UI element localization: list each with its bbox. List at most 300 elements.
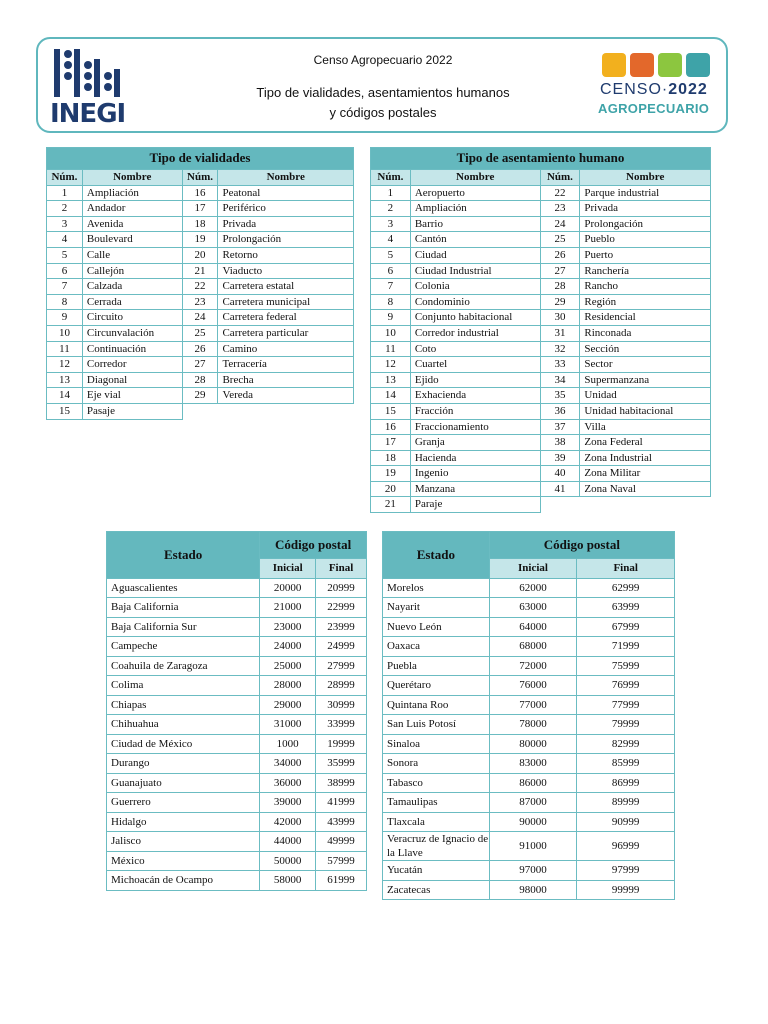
cp-final: 22999 <box>316 598 367 618</box>
row-name: Zona Industrial <box>580 450 711 466</box>
censo-logo <box>598 51 723 121</box>
row-num: 19 <box>182 232 218 248</box>
cp-inicial: 76000 <box>489 676 577 696</box>
row-name: Manzana <box>410 481 540 497</box>
censo-year: 2022 <box>668 81 708 98</box>
cp-final: 76999 <box>577 676 675 696</box>
censo-sub: AGROPECUARIO <box>598 101 710 116</box>
table-title: Tipo de asentamiento humano <box>371 148 711 170</box>
col-header-inicial: Inicial <box>260 559 316 579</box>
estado-name: Quintana Roo <box>383 695 490 715</box>
header-box <box>36 37 728 133</box>
estado-name: Yucatán <box>383 861 490 881</box>
cp-table-right <box>382 531 675 900</box>
row-num: 33 <box>540 357 580 373</box>
cp-inicial: 58000 <box>260 871 316 891</box>
estado-name: Jalisco <box>107 832 260 852</box>
estado-name: Michoacán de Ocampo <box>107 871 260 891</box>
row-name: Cuartel <box>410 357 540 373</box>
estado-name: Hidalgo <box>107 812 260 832</box>
row-num: 29 <box>540 294 580 310</box>
row-num: 25 <box>540 232 580 248</box>
table-row <box>383 880 675 900</box>
row-name: Ranchería <box>580 263 711 279</box>
cp-inicial: 50000 <box>260 851 316 871</box>
estado-name: Tabasco <box>383 773 490 793</box>
cp-inicial: 86000 <box>489 773 577 793</box>
row-name: Vereda <box>218 388 354 404</box>
row-name: Callejón <box>82 263 182 279</box>
row-name: Ciudad Industrial <box>410 263 540 279</box>
row-name: Periférico <box>218 201 354 217</box>
table-row <box>107 734 367 754</box>
row-num: 13 <box>47 372 83 388</box>
row-name: Terracería <box>218 357 354 373</box>
table-row <box>371 419 711 435</box>
table-row <box>371 232 711 248</box>
corn-icon <box>602 53 626 77</box>
row-name: Viaducto <box>218 263 354 279</box>
table-row <box>47 232 354 248</box>
estado-name: Tlaxcala <box>383 812 490 832</box>
row-num: 26 <box>182 341 218 357</box>
row-name: Unidad <box>580 388 711 404</box>
row-num: 8 <box>371 294 411 310</box>
row-name: Corredor industrial <box>410 325 540 341</box>
row-num: 15 <box>371 403 411 419</box>
estado-name: Morelos <box>383 578 490 598</box>
table-row <box>383 598 675 618</box>
col-header-cp: Código postal <box>489 532 674 559</box>
cp-inicial: 39000 <box>260 793 316 813</box>
row-name: Exhacienda <box>410 388 540 404</box>
table-row <box>107 695 367 715</box>
row-num: 7 <box>47 279 83 295</box>
row-num: 37 <box>540 419 580 435</box>
row-num: 18 <box>371 450 411 466</box>
row-num: 28 <box>182 372 218 388</box>
estado-name: Puebla <box>383 656 490 676</box>
row-name: Rinconada <box>580 325 711 341</box>
table-row <box>371 216 711 232</box>
row-name: Ampliación <box>82 185 182 201</box>
row-num: 2 <box>47 201 83 217</box>
table-row <box>371 325 711 341</box>
row-name: Privada <box>218 216 354 232</box>
cp-final: 61999 <box>316 871 367 891</box>
cp-inicial: 90000 <box>489 812 577 832</box>
cp-inicial: 62000 <box>489 578 577 598</box>
row-name: Supermanzana <box>580 372 711 388</box>
cp-final: 75999 <box>577 656 675 676</box>
table-title: Tipo de vialidades <box>47 148 354 170</box>
table-row <box>47 294 354 310</box>
cp-final: 35999 <box>316 754 367 774</box>
row-num: 21 <box>371 497 411 513</box>
row-name: Aeropuerto <box>410 185 540 201</box>
estado-name: México <box>107 851 260 871</box>
cp-inicial: 78000 <box>489 715 577 735</box>
cp-final: 19999 <box>316 734 367 754</box>
cp-final: 24999 <box>316 637 367 657</box>
cp-final: 28999 <box>316 676 367 696</box>
estado-name: Tamaulipas <box>383 793 490 813</box>
table-row <box>383 676 675 696</box>
table-row <box>47 372 354 388</box>
table-row <box>383 734 675 754</box>
row-name: Continuación <box>82 341 182 357</box>
row-name: Ampliación <box>410 201 540 217</box>
title-line-1: Tipo de vialidades, asentamientos humanos <box>256 85 510 100</box>
row-name: Colonia <box>410 279 540 295</box>
table-row <box>107 656 367 676</box>
estado-name: Oaxaca <box>383 637 490 657</box>
cp-inicial: 23000 <box>260 617 316 637</box>
table-row <box>107 676 367 696</box>
row-name: Corredor <box>82 357 182 373</box>
cp-inicial: 34000 <box>260 754 316 774</box>
cp-inicial: 21000 <box>260 598 316 618</box>
row-num: 19 <box>371 466 411 482</box>
table-row <box>107 637 367 657</box>
row-name: Conjunto habitacional <box>410 310 540 326</box>
estado-name: Baja California <box>107 598 260 618</box>
col-header-name: Nombre <box>410 170 540 186</box>
table-row <box>371 372 711 388</box>
row-name: Brecha <box>218 372 354 388</box>
cp-final: 30999 <box>316 695 367 715</box>
inegi-dots-icon <box>50 45 130 107</box>
inegi-wordmark: INEGI <box>50 99 126 129</box>
row-num: 13 <box>371 372 411 388</box>
cp-final: 71999 <box>577 637 675 657</box>
row-name: Camino <box>218 341 354 357</box>
col-header-num: Núm. <box>182 170 218 186</box>
col-header-num: Núm. <box>47 170 83 186</box>
row-name: Residencial <box>580 310 711 326</box>
estado-name: Querétaro <box>383 676 490 696</box>
survey-name: Censo Agropecuario 2022 <box>313 53 453 67</box>
empty-cell <box>540 497 710 513</box>
table-row <box>107 871 367 891</box>
row-num: 20 <box>371 481 411 497</box>
table-row <box>47 341 354 357</box>
cp-final: 41999 <box>316 793 367 813</box>
row-num: 16 <box>371 419 411 435</box>
table-row <box>107 773 367 793</box>
cp-final: 99999 <box>577 880 675 900</box>
row-num: 23 <box>182 294 218 310</box>
row-num: 25 <box>182 325 218 341</box>
row-name: Parque industrial <box>580 185 711 201</box>
row-num: 10 <box>371 325 411 341</box>
row-num: 41 <box>540 481 580 497</box>
cp-inicial: 83000 <box>489 754 577 774</box>
row-name: Puerto <box>580 247 711 263</box>
table-row <box>47 310 354 326</box>
row-name: Ciudad <box>410 247 540 263</box>
tree-icon <box>658 53 682 77</box>
cp-inicial: 20000 <box>260 578 316 598</box>
table-row <box>107 598 367 618</box>
row-num: 1 <box>47 185 83 201</box>
table-row <box>107 754 367 774</box>
row-num: 12 <box>47 357 83 373</box>
cp-inicial: 42000 <box>260 812 316 832</box>
col-header-name: Nombre <box>580 170 711 186</box>
col-header-num: Núm. <box>371 170 411 186</box>
vialidades-table <box>46 147 354 420</box>
row-num: 36 <box>540 403 580 419</box>
table-row <box>371 450 711 466</box>
row-name: Condominio <box>410 294 540 310</box>
cp-final: 97999 <box>577 861 675 881</box>
estado-name: Chihuahua <box>107 715 260 735</box>
row-name: Calle <box>82 247 182 263</box>
estado-name: San Luis Potosí <box>383 715 490 735</box>
estado-name: Chiapas <box>107 695 260 715</box>
row-name: Andador <box>82 201 182 217</box>
table-row <box>47 201 354 217</box>
cp-final: 86999 <box>577 773 675 793</box>
estado-name: Veracruz de Ignacio de la Llave <box>383 832 490 861</box>
table-row <box>383 754 675 774</box>
row-name: Coto <box>410 341 540 357</box>
row-name: Prolongación <box>218 232 354 248</box>
cp-final: 43999 <box>316 812 367 832</box>
table-row <box>371 263 711 279</box>
row-name: Hacienda <box>410 450 540 466</box>
table-row <box>47 216 354 232</box>
row-num: 30 <box>540 310 580 326</box>
table-row <box>371 435 711 451</box>
table-row <box>371 279 711 295</box>
row-num: 5 <box>371 247 411 263</box>
row-num: 32 <box>540 341 580 357</box>
row-num: 21 <box>182 263 218 279</box>
col-header-estado: Estado <box>107 532 260 579</box>
cp-final: 57999 <box>316 851 367 871</box>
cp-final: 38999 <box>316 773 367 793</box>
row-num: 40 <box>540 466 580 482</box>
row-name: Paraje <box>410 497 540 513</box>
estado-name: Coahuila de Zaragoza <box>107 656 260 676</box>
cp-inicial: 29000 <box>260 695 316 715</box>
cp-final: 96999 <box>577 832 675 861</box>
row-name: Rancho <box>580 279 711 295</box>
table-row <box>107 851 367 871</box>
row-name: Boulevard <box>82 232 182 248</box>
table-row <box>47 325 354 341</box>
table-row <box>107 578 367 598</box>
table-row <box>371 341 711 357</box>
table-row <box>383 656 675 676</box>
row-num: 6 <box>47 263 83 279</box>
cp-final: 82999 <box>577 734 675 754</box>
row-name: Cantón <box>410 232 540 248</box>
row-name: Barrio <box>410 216 540 232</box>
row-name: Diagonal <box>82 372 182 388</box>
row-num: 22 <box>540 185 580 201</box>
row-num: 4 <box>47 232 83 248</box>
cp-final: 49999 <box>316 832 367 852</box>
table-row <box>383 617 675 637</box>
col-header-num: Núm. <box>540 170 580 186</box>
row-name: Retorno <box>218 247 354 263</box>
table-row <box>107 617 367 637</box>
cp-inicial: 68000 <box>489 637 577 657</box>
row-num: 9 <box>371 310 411 326</box>
row-num: 17 <box>371 435 411 451</box>
row-num: 6 <box>371 263 411 279</box>
cp-inicial: 63000 <box>489 598 577 618</box>
row-name: Zona Naval <box>580 481 711 497</box>
row-num: 14 <box>371 388 411 404</box>
row-num: 24 <box>540 216 580 232</box>
cp-final: 20999 <box>316 578 367 598</box>
table-row <box>371 294 711 310</box>
row-num: 26 <box>540 247 580 263</box>
row-num: 23 <box>540 201 580 217</box>
table-row <box>383 793 675 813</box>
row-num: 29 <box>182 388 218 404</box>
cp-final: 23999 <box>316 617 367 637</box>
cp-inicial: 25000 <box>260 656 316 676</box>
row-name: Carretera estatal <box>218 279 354 295</box>
table-row <box>371 185 711 201</box>
estado-name: Nuevo León <box>383 617 490 637</box>
estado-name: Guerrero <box>107 793 260 813</box>
row-name: Carretera federal <box>218 310 354 326</box>
row-name: Granja <box>410 435 540 451</box>
table-row <box>371 201 711 217</box>
estado-name: Durango <box>107 754 260 774</box>
cp-inicial: 64000 <box>489 617 577 637</box>
row-num: 38 <box>540 435 580 451</box>
table-row <box>47 247 354 263</box>
row-name: Avenida <box>82 216 182 232</box>
cp-inicial: 44000 <box>260 832 316 852</box>
row-name: Sección <box>580 341 711 357</box>
row-num: 14 <box>47 388 83 404</box>
row-num: 17 <box>182 201 218 217</box>
row-name: Unidad habitacional <box>580 403 711 419</box>
row-num: 1 <box>371 185 411 201</box>
cp-inicial: 87000 <box>489 793 577 813</box>
cp-inicial: 91000 <box>489 832 577 861</box>
row-name: Región <box>580 294 711 310</box>
cp-inicial: 77000 <box>489 695 577 715</box>
row-num: 8 <box>47 294 83 310</box>
estado-name: Sinaloa <box>383 734 490 754</box>
cp-inicial: 24000 <box>260 637 316 657</box>
cp-inicial: 1000 <box>260 734 316 754</box>
row-num: 34 <box>540 372 580 388</box>
cp-final: 79999 <box>577 715 675 735</box>
row-num: 5 <box>47 247 83 263</box>
row-num: 7 <box>371 279 411 295</box>
row-num: 39 <box>540 450 580 466</box>
row-num: 24 <box>182 310 218 326</box>
table-row <box>107 832 367 852</box>
censo-word: CENSO·2022 <box>600 81 708 98</box>
table-row <box>47 185 354 201</box>
col-header-inicial: Inicial <box>489 559 577 579</box>
cp-final: 89999 <box>577 793 675 813</box>
row-name: Ingenio <box>410 466 540 482</box>
table-row <box>107 715 367 735</box>
row-num: 11 <box>47 341 83 357</box>
row-num: 27 <box>540 263 580 279</box>
row-num: 18 <box>182 216 218 232</box>
row-num: 10 <box>47 325 83 341</box>
row-name: Fracción <box>410 403 540 419</box>
row-name: Pueblo <box>580 232 711 248</box>
table-row <box>371 388 711 404</box>
row-num: 35 <box>540 388 580 404</box>
table-row <box>107 812 367 832</box>
estado-name: Campeche <box>107 637 260 657</box>
col-header-final: Final <box>316 559 367 579</box>
cp-inicial: 80000 <box>489 734 577 754</box>
cp-table-left <box>106 531 367 891</box>
table-row <box>383 773 675 793</box>
cp-inicial: 28000 <box>260 676 316 696</box>
row-name: Zona Militar <box>580 466 711 482</box>
row-num: 22 <box>182 279 218 295</box>
estado-name: Nayarit <box>383 598 490 618</box>
cp-inicial: 72000 <box>489 656 577 676</box>
cp-final: 63999 <box>577 598 675 618</box>
col-header-name: Nombre <box>82 170 182 186</box>
table-row <box>371 247 711 263</box>
row-num: 3 <box>371 216 411 232</box>
cp-inicial: 31000 <box>260 715 316 735</box>
row-num: 9 <box>47 310 83 326</box>
tractor-icon <box>686 53 710 77</box>
row-num: 31 <box>540 325 580 341</box>
row-name: Calzada <box>82 279 182 295</box>
estado-name: Baja California Sur <box>107 617 260 637</box>
row-name: Pasaje <box>82 403 182 419</box>
row-num: 11 <box>371 341 411 357</box>
table-row <box>383 715 675 735</box>
page-title <box>208 83 558 123</box>
row-name: Ejido <box>410 372 540 388</box>
table-row <box>383 695 675 715</box>
row-name: Circuito <box>82 310 182 326</box>
row-name: Eje vial <box>82 388 182 404</box>
cp-final: 67999 <box>577 617 675 637</box>
cp-final: 62999 <box>577 578 675 598</box>
cp-final: 33999 <box>316 715 367 735</box>
estado-name: Ciudad de México <box>107 734 260 754</box>
row-name: Carretera particular <box>218 325 354 341</box>
table-row <box>383 812 675 832</box>
table-row <box>371 403 711 419</box>
row-name: Carretera municipal <box>218 294 354 310</box>
cp-final: 90999 <box>577 812 675 832</box>
table-row <box>383 578 675 598</box>
table-row <box>47 279 354 295</box>
table-row <box>47 388 354 404</box>
row-name: Sector <box>580 357 711 373</box>
row-name: Prolongación <box>580 216 711 232</box>
row-num: 20 <box>182 247 218 263</box>
table-row <box>371 466 711 482</box>
col-header-cp: Código postal <box>260 532 367 559</box>
row-num: 12 <box>371 357 411 373</box>
